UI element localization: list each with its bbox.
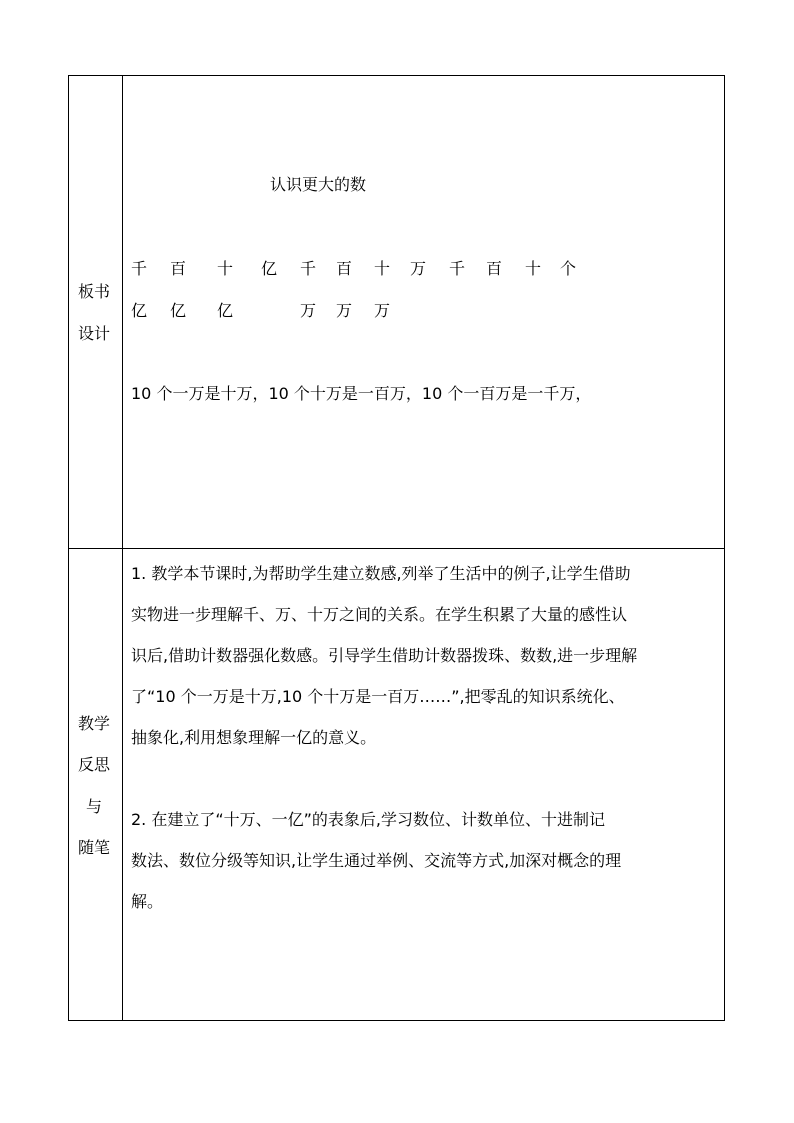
place-value: 十 xyxy=(525,259,542,278)
place-value: 百 xyxy=(170,259,187,278)
place-value: 万 xyxy=(410,259,427,278)
place-value: 万 xyxy=(300,301,317,320)
place-value: 千 xyxy=(300,259,317,278)
place-value: 亿 xyxy=(217,301,234,320)
reflection-label-2: 反思 xyxy=(78,755,111,774)
place-value: 十 xyxy=(217,259,234,278)
board-design-label-1: 板书 xyxy=(78,282,111,301)
place-value: 亿 xyxy=(131,301,148,320)
place-value: 个 xyxy=(560,259,577,278)
place-value: 百 xyxy=(486,259,503,278)
place-value: 万 xyxy=(374,301,391,320)
place-value: 百 xyxy=(336,259,353,278)
row-divider xyxy=(68,548,725,549)
reflection-label-4: 随笔 xyxy=(78,838,111,857)
reflection-label-3: 与 xyxy=(86,797,103,816)
place-value-row-1 xyxy=(0,256,794,276)
paragraph-line: 2. 在建立了“十万、一亿”的表象后,学习数位、计数单位、十进制记 xyxy=(131,810,606,829)
paragraph-line: 1. 教学本节课时,为帮助学生建立数感,列举了生活中的例子,让学生借助 xyxy=(131,564,631,583)
paragraph-line: 了“10 个一万是十万,10 个十万是一百万……”,把零乱的知识系统化、 xyxy=(131,687,625,706)
place-value: 十 xyxy=(374,259,391,278)
board-design-label-2: 设计 xyxy=(78,324,111,343)
place-value: 亿 xyxy=(261,259,278,278)
place-value-row-2 xyxy=(0,298,794,318)
place-value: 亿 xyxy=(170,301,187,320)
board-summary: 10 个一万是十万，10 个十万是一百万，10 个一百万是一千万， xyxy=(131,384,592,403)
reflection-paragraph-2 xyxy=(131,799,719,922)
board-title: 认识更大的数 xyxy=(270,175,367,194)
paragraph-line: 抽象化,利用想象理解一亿的意义。 xyxy=(131,728,377,747)
reflection-label-1: 教学 xyxy=(78,714,111,733)
paragraph-line: 解。 xyxy=(131,892,164,911)
place-value: 万 xyxy=(336,301,353,320)
place-value: 千 xyxy=(131,259,148,278)
paragraph-line: 数法、数位分级等知识,让学生通过举例、交流等方式,加深对概念的理 xyxy=(131,851,622,870)
place-value: 千 xyxy=(449,259,466,278)
reflection-paragraph-1 xyxy=(131,553,719,758)
paragraph-line: 识后,借助计数器强化数感。引导学生借助计数器拨珠、数数,进一步理解 xyxy=(131,646,638,665)
paragraph-line: 实物进一步理解千、万、十万之间的关系。在学生积累了大量的感性认 xyxy=(131,605,628,624)
